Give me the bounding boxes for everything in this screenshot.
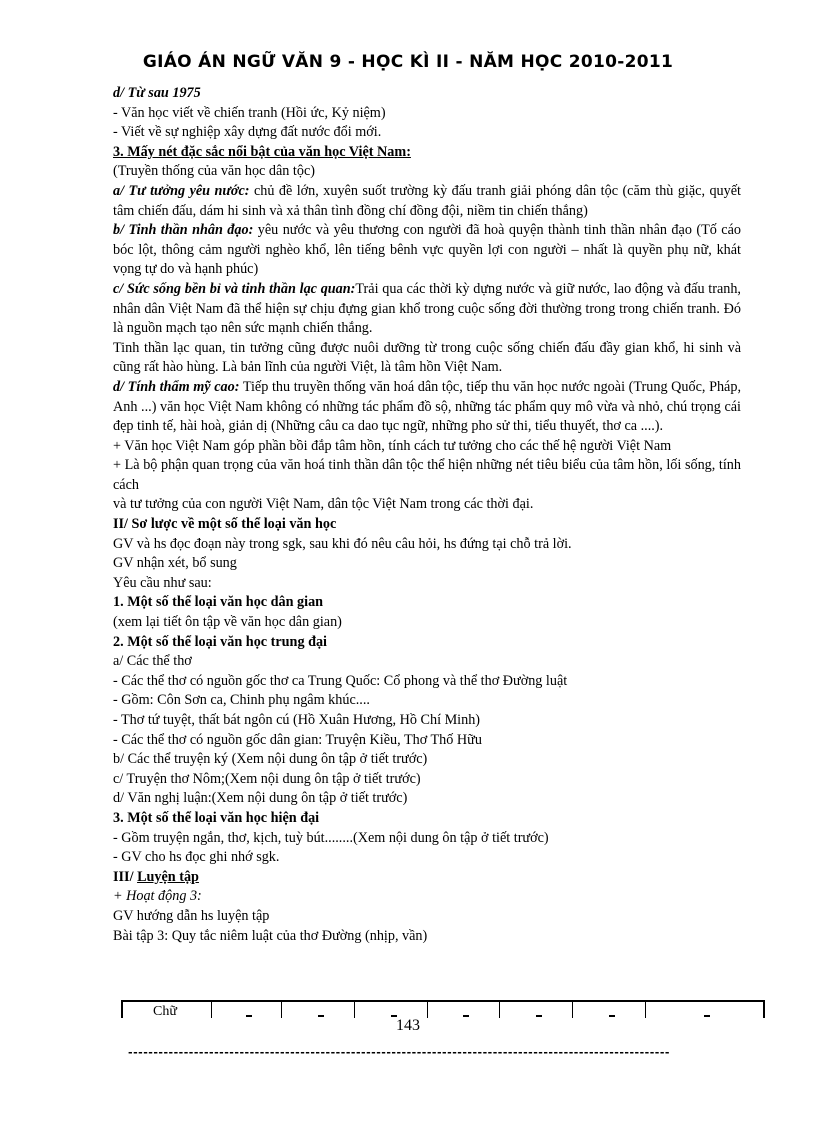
term: b/ Tinh thần nhân đạo:: [113, 222, 254, 239]
paragraph: (Truyền thống của văn học dân tộc): [113, 163, 315, 180]
section-heading: II/ Sơ lược về một số thể loại văn học: [113, 516, 337, 533]
paragraph: Yêu cầu như sau:: [113, 574, 212, 591]
paragraph: GV nhận xét, bổ sung: [113, 555, 237, 572]
paragraph: - Thơ tứ tuyệt, thất bát ngôn cú (Hồ Xuân Hương, Hồ Chí Minh): [113, 712, 481, 728]
section-heading: d/ Từ sau 1975: [113, 85, 201, 101]
paragraph: + Là bộ phận quan trọng của văn hoá tinh thần dân tộc thể hiện những nét tiêu biểu của tâm hồn, lối sống, tính cách: [113, 457, 741, 493]
paragraph: - Các thể thơ có nguồn gốc thơ ca Trung Quốc: Cổ phong và thể thơ Đường luật: [113, 672, 568, 689]
paragraph: d/ Văn nghị luận:(Xem nội dung ôn tập ở tiết trước): [113, 790, 408, 807]
section-heading: [113, 868, 741, 888]
section-heading: 2. Một số thể loại văn học trung đại: [113, 633, 328, 650]
table-cell: [123, 1002, 212, 1018]
term: a/ Tư tưởng yêu nước:: [113, 182, 250, 199]
paragraph: - GV cho hs đọc ghi nhớ sgk.: [113, 849, 280, 866]
paragraph: - Viết về sự nghiệp xây dựng đất nước đổi mới.: [113, 124, 382, 141]
section-title: Luyện tập: [137, 868, 199, 885]
paragraph: Tinh thần lạc quan, tin tưởng cũng được nuôi dưỡng từ trong cuộc sống chiến đấu đầy gian khổ, hi sinh và cũng rất hào hùng. Là bản lĩnh của người Việt, là tâm hồn Việt Nam.: [113, 339, 741, 376]
paragraph: b/ Các thể truyện ký (Xem nội dung ôn tập ở tiết trước): [113, 751, 428, 768]
paragraph: GV hướng dẫn hs luyện tập: [113, 907, 270, 924]
paragraph: (xem lại tiết ôn tập về văn học dân gian): [113, 614, 342, 631]
paragraph: GV và hs đọc đoạn này trong sgk, sau khi đó nêu câu hỏi, hs đứng tại chỗ trả lời.: [113, 535, 572, 552]
footer-rule: -----------------------------------------------------------------------------------------------------------: [128, 1046, 671, 1059]
table-cell: [646, 1002, 763, 1018]
section-heading: 3. Một số thể loại văn học hiện đại: [113, 809, 320, 826]
term: d/ Tính thẩm mỹ cao:: [113, 378, 240, 395]
term-text: chủ đề lớn, xuyên suốt trường kỳ đấu tranh giải phóng dân tộc (căm thù giặc, quyết tâm chiến đấu, dám hi sinh và xả thân tình đồng chí đồng đội, niềm tin chiến thắng): [113, 182, 741, 219]
paragraph: [113, 221, 741, 280]
paragraph: Bài tập 3: Quy tắc niêm luật của thơ Đường (nhịp, vần): [113, 927, 428, 944]
paragraph: [113, 280, 741, 339]
paragraph: c/ Truyện thơ Nôm;(Xem nội dung ôn tập ở tiết trước): [113, 770, 421, 787]
page-number: 143: [396, 1017, 420, 1034]
paragraph: - Các thể thơ có nguồn gốc dân gian: Truyện Kiều, Thơ Thố Hữu: [113, 731, 482, 748]
term: c/ Sức sống bền bỉ và tinh thần lạc quan:: [113, 280, 356, 297]
term-text: Trải qua các thời kỳ dựng nước và giữ nước, lao động và đấu tranh, nhân dân Việt Nam đã thể hiện sự chịu đựng gian khổ trong cuộc sống đời thường trong trong chiến tranh. Đó là nguồn mạch tạo nên sức mạnh chiến thắng.: [113, 280, 741, 337]
table-cell: [212, 1002, 283, 1018]
exercise-table: [121, 1000, 765, 1018]
paragraph: - Gồm: Côn Sơn ca, Chinh phụ ngâm khúc....: [113, 692, 370, 709]
table-cell: [500, 1002, 573, 1018]
table-cell-label: Chữ: [153, 1004, 177, 1019]
document-body: [113, 84, 741, 946]
section-heading: 3. Mấy nét đặc sắc nổi bật của văn học Việt Nam:: [113, 143, 411, 160]
section-heading: 1. Một số thể loại văn học dân gian: [113, 594, 324, 611]
table-cell: [282, 1002, 355, 1018]
section-number: III/: [113, 868, 138, 885]
document-header: GIÁO ÁN NGỮ VĂN 9 - HỌC KÌ II - NĂM HỌC 2010-2011: [142, 52, 674, 72]
term-text: yêu nước và yêu thương con người đã hoà quyện thành tinh thần nhân đạo (Tố cáo bóc lột, thông cảm người nghèo khổ, lên tiếng bênh vực quyền lợi con người – nhất là quyền phụ nữ, khát vọng tự do và hạnh phúc): [113, 222, 741, 278]
paragraph: - Gồm truyện ngắn, thơ, kịch, tuỳ bút........(Xem nội dung ôn tập ở tiết trước): [113, 829, 549, 846]
paragraph: - Văn học viết về chiến tranh (Hồi ức, Kỷ niệm): [113, 104, 386, 121]
activity-heading: + Hoạt động 3:: [113, 888, 202, 905]
paragraph: [113, 378, 741, 437]
paragraph: và tư tưởng của con người Việt Nam, dân tộc Việt Nam trong các thời đại.: [113, 496, 534, 513]
paragraph: a/ Các thể thơ: [113, 653, 192, 670]
paragraph: [113, 182, 741, 221]
paragraph: + Văn học Việt Nam góp phần bồi đắp tâm hồn, tính cách tư tưởng cho các thế hệ người Việt Nam: [113, 437, 672, 454]
table-cell: [428, 1002, 501, 1018]
table-cell: [355, 1002, 428, 1018]
table-cell: [573, 1002, 646, 1018]
term-text: Tiếp thu truyền thống văn hoá dân tộc, tiếp thu văn học nước ngoài (Trung Quốc, Pháp, Anh ...) văn học Việt Nam không có những tác phẩm đồ sộ, những tác phẩm quy mô vừa và nhỏ, chú trọng cái đẹp tinh tế, hài hoà, giản dị (Những câu ca dao tục ngữ, những pho sử thi, tiểu thuyết, thơ ca ....).: [113, 378, 741, 435]
